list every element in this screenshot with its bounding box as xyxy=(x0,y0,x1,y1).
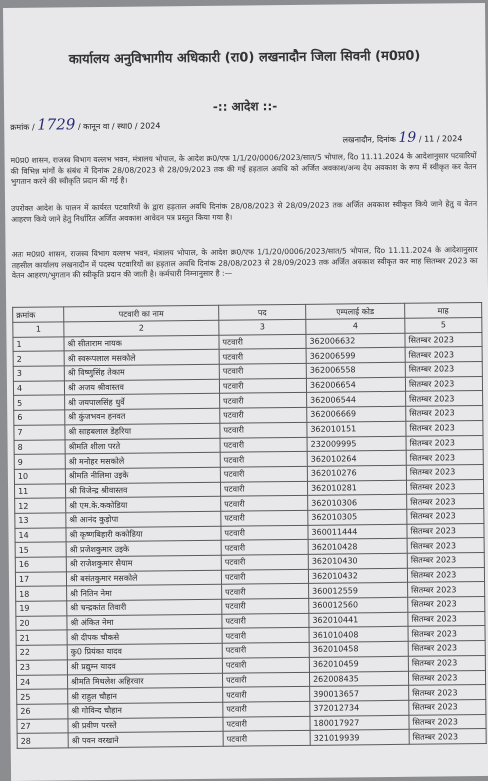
month-cell: सितम्बर 2023 xyxy=(406,479,483,494)
serial-cell: 15 xyxy=(15,542,66,557)
serial-cell: 17 xyxy=(15,572,66,587)
month-cell: सितम्बर 2023 xyxy=(408,597,485,612)
index-cell: 3 xyxy=(219,319,306,335)
month-cell: सितम्बर 2023 xyxy=(406,391,483,406)
header-month: माह xyxy=(405,303,482,319)
code-cell: 362006599 xyxy=(306,348,405,364)
post-cell: पटवारी xyxy=(220,481,307,497)
post-cell: पटवारी xyxy=(220,422,307,438)
place-label: लखनादौन, दिनांक xyxy=(342,134,396,145)
month-cell: सितम्बर 2023 xyxy=(406,406,483,421)
month-cell: सितम्बर 2023 xyxy=(408,655,485,670)
code-cell: 362006632 xyxy=(306,333,405,349)
month-cell: सितम्बर 2023 xyxy=(407,523,484,538)
name-cell: श्री पवन वरखाने xyxy=(68,731,223,747)
serial-cell: 3 xyxy=(13,366,64,381)
paragraph-3: अतः म0प्र0 शासन, राजस्व विभाग वल्लभ भवन, मंत्रालय भोपाल, के आदेश क्र0/एफ 1/1/20/0006/2023/सात/5 भोपाल, दिo 11.11.2024 के आदेशानुसार तहसील कार्यालय लखनादौन में पदस्थ पटवारियों का हड़ताल अवधि दिनांक 28/08/2023 से 28/09/2023 तक अर्जित अवकाश स्वीकृत कर माह सितम्बर 2023 का वेतन आहरण/भुगतान की स्वीकृति प्रदान की जाती है। कर्मचारी निम्नानुसार है :— xyxy=(11,245,478,280)
name-cell: श्री स्वरूपलाल मसकोले xyxy=(64,350,219,366)
index-cell: 5 xyxy=(405,318,482,333)
month-cell: सितम्बर 2023 xyxy=(407,538,484,553)
month-cell: सितम्बर 2023 xyxy=(407,567,484,582)
serial-cell: 13 xyxy=(15,513,66,528)
post-cell: पटवारी xyxy=(222,613,309,629)
code-cell: 321019939 xyxy=(310,730,409,746)
name-cell: श्री दीपक चौकसे xyxy=(67,629,222,645)
order-title: -:: आदेश ::- xyxy=(212,99,278,114)
post-cell: पटवारी xyxy=(222,628,309,644)
post-cell: पटवारी xyxy=(219,334,306,350)
document-page xyxy=(3,3,488,781)
post-cell: पटवारी xyxy=(223,687,310,703)
post-cell: पटवारी xyxy=(219,349,306,365)
code-cell: 362010281 xyxy=(307,480,406,496)
code-cell: 362010305 xyxy=(308,509,407,525)
post-cell: पटवारी xyxy=(221,510,308,526)
name-cell: श्री प्रवीण परस्ते xyxy=(68,717,223,733)
name-cell: श्री गोविन्द चौहान xyxy=(68,702,223,718)
name-cell: कु0 प्रियंका यादव xyxy=(67,643,222,659)
name-cell: श्री विष्णुसिंह तेकाम xyxy=(64,364,219,380)
code-cell: 232009995 xyxy=(307,436,406,452)
serial-cell: 8 xyxy=(14,439,65,454)
code-cell: 362010276 xyxy=(307,465,406,481)
serial-cell: 9 xyxy=(14,454,65,469)
post-cell: पटवारी xyxy=(222,657,309,673)
name-cell: श्री आनंद कुड़ोपा xyxy=(66,511,221,527)
code-cell: 180017927 xyxy=(310,715,409,731)
serial-cell: 18 xyxy=(16,586,67,601)
month-cell: सितम्बर 2023 xyxy=(408,611,485,626)
post-cell: पटवारी xyxy=(222,642,309,658)
name-cell: श्रीमति नीलिमा उइके xyxy=(65,467,220,483)
serial-cell: 4 xyxy=(13,381,64,396)
serial-cell: 22 xyxy=(16,645,67,660)
header-name: पटवारी का नाम xyxy=(64,305,219,322)
month-cell: सितम्बर 2023 xyxy=(406,450,483,465)
code-cell: 362006654 xyxy=(306,377,405,393)
place-date xyxy=(343,129,463,146)
serial-cell: 21 xyxy=(16,630,67,645)
post-cell: पटवारी xyxy=(221,554,308,570)
name-cell: श्री कुंजभवन हनवत xyxy=(65,408,220,424)
header-serial: क्रमांक xyxy=(13,307,64,323)
code-cell: 362010151 xyxy=(307,421,406,437)
office-heading: कार्यालय अनुविभागीय अधिकारी (रा0) लखनादौन जिला सिवनी (म0प्र0) xyxy=(68,48,421,68)
month-cell: सितम्बर 2023 xyxy=(409,729,486,744)
month-cell: सितम्बर 2023 xyxy=(408,626,485,641)
serial-cell: 7 xyxy=(14,425,65,440)
month-cell: सितम्बर 2023 xyxy=(405,347,482,362)
serial-cell: 6 xyxy=(14,410,65,425)
post-cell: पटवारी xyxy=(220,393,307,409)
name-cell: श्री राहुल चौहान xyxy=(68,687,223,703)
code-cell: 362010441 xyxy=(309,612,408,628)
paragraph-2: उपरोक्त आदेश के पालन में कार्यरत पटवारियों के द्वारा हड़ताल अवधि दिनांक 28/08/2023 से 28/09/2023 तक अर्जित अवकाश स्वीकृत किये जाने हेतु व वेतन आहरण किये जाने हेतु निर्धारित अर्जित अवकाश आवेदन पत्र प्रस्तुत किया गया है। xyxy=(11,199,478,224)
post-cell: पटवारी xyxy=(223,731,310,747)
table-body xyxy=(13,332,486,748)
serial-cell: 1 xyxy=(13,337,64,352)
date-day: 19 xyxy=(398,129,417,146)
code-cell: 362010459 xyxy=(309,656,408,672)
reference-prefix: क्रमांक / xyxy=(10,122,35,132)
reference-number: 1729 xyxy=(37,115,76,134)
post-cell: पटवारी xyxy=(220,407,307,423)
post-cell: पटवारी xyxy=(221,496,308,512)
month-cell: सितम्बर 2023 xyxy=(408,670,485,685)
serial-cell: 2 xyxy=(13,351,64,366)
post-cell: पटवारी xyxy=(219,363,306,379)
name-cell: श्री प्रद्युम्न यादव xyxy=(67,658,222,674)
serial-cell: 14 xyxy=(15,527,66,542)
name-cell: श्री साहबलाल डेहरिया xyxy=(65,423,220,439)
post-cell: पटवारी xyxy=(219,378,306,394)
reference-line xyxy=(10,114,160,134)
date-month-year: / 11 / 2024 xyxy=(418,134,463,144)
month-cell: सितम्बर 2023 xyxy=(409,714,486,729)
name-cell: श्री एम.के.ककोडिया xyxy=(66,496,221,512)
month-cell: सितम्बर 2023 xyxy=(406,435,483,450)
serial-cell: 24 xyxy=(16,674,67,689)
name-cell: श्री विजेन्द्र श्रीवास्तव xyxy=(65,482,220,498)
code-cell: 362010432 xyxy=(308,568,407,584)
code-cell: 362010430 xyxy=(308,553,407,569)
code-cell: 372012734 xyxy=(310,700,409,716)
post-cell: पटवारी xyxy=(220,466,307,482)
serial-cell: 19 xyxy=(16,601,67,616)
post-cell: पटवारी xyxy=(222,584,309,600)
name-cell: श्री प्रजेशकुमार उइके xyxy=(66,541,221,557)
serial-cell: 11 xyxy=(14,483,65,498)
name-cell: श्री अंकित नेमा xyxy=(67,614,222,630)
month-cell: सितम्बर 2023 xyxy=(407,494,484,509)
month-cell: सितम्बर 2023 xyxy=(407,508,484,523)
serial-cell: 20 xyxy=(16,616,67,631)
post-cell: पटवारी xyxy=(223,716,310,732)
month-cell: सितम्बर 2023 xyxy=(408,641,485,656)
code-cell: 362010264 xyxy=(307,450,406,466)
month-cell: सितम्बर 2023 xyxy=(408,582,485,597)
serial-cell: 23 xyxy=(16,660,67,675)
code-cell: 390013657 xyxy=(310,685,409,701)
name-cell: श्री सीताराम नायक xyxy=(64,335,219,351)
paragraph-1: म0प्र0 शासन, राजस्व विभाग वल्लभ भवन, मंत्रालय भोपाल, के आदेश क्र0/एफ 1/1/20/0006/2023/सात/5 भोपाल, दिo 11.11.2024 के आदेशानुसार पटवारियों की विभिन्न मांगों के संबंध में दिनांक 28/08/2023 से 28/09/2023 तक की गई हड़ताल अवधि को अर्जित अवकाश/अन्य देय अवकाश के रूप में स्वीकृत कर वेतन भुगतान करने की स्वीकृति प्रदान की गई है। xyxy=(10,151,477,186)
code-cell: 361010408 xyxy=(309,627,408,643)
code-cell: 360012559 xyxy=(309,583,408,599)
month-cell: सितम्बर 2023 xyxy=(406,420,483,435)
code-cell: 262008435 xyxy=(309,671,408,687)
code-cell: 362010428 xyxy=(308,539,407,555)
reference-suffix: / कानून वा / स्था0 / 2024 xyxy=(77,121,161,132)
post-cell: पटवारी xyxy=(222,598,309,614)
index-cell: 4 xyxy=(306,318,405,334)
header-code: एम्पलाई कोड xyxy=(306,303,405,319)
post-cell: पटवारी xyxy=(222,672,309,688)
serial-cell: 25 xyxy=(17,689,68,704)
serial-cell: 26 xyxy=(17,704,68,719)
name-cell: श्री राजेशकुमार सैयाम xyxy=(66,555,221,571)
name-cell: श्री मनोहर मसकोले xyxy=(65,452,220,468)
serial-cell: 28 xyxy=(17,733,68,748)
code-cell: 360012560 xyxy=(309,597,408,613)
name-cell: श्री कृष्णबिहारी ककोडिया xyxy=(66,526,221,542)
month-cell: सितम्बर 2023 xyxy=(409,685,486,700)
name-cell: श्रीमति मिथलेश अहिरवार xyxy=(67,673,222,689)
serial-cell: 16 xyxy=(15,557,66,572)
code-cell: 360011444 xyxy=(308,524,407,540)
name-cell: श्री जयपालसिंह धुर्वे xyxy=(65,394,220,410)
month-cell: सितम्बर 2023 xyxy=(405,332,482,347)
post-cell: पटवारी xyxy=(220,452,307,468)
name-cell: श्री चन्द्रकांत तिवारी xyxy=(67,599,222,615)
serial-cell: 5 xyxy=(14,395,65,410)
code-cell: 362006544 xyxy=(307,392,406,408)
month-cell: सितम्बर 2023 xyxy=(405,376,482,391)
code-cell: 362010306 xyxy=(308,495,407,511)
name-cell: श्रीमति शीला परते xyxy=(65,438,220,454)
month-cell: सितम्बर 2023 xyxy=(409,699,486,714)
index-cell: 1 xyxy=(13,322,64,337)
post-cell: पटवारी xyxy=(220,437,307,453)
name-cell: श्री अजय श्रीवास्तव xyxy=(64,379,219,395)
header-post: पद xyxy=(219,304,306,320)
month-cell: सितम्बर 2023 xyxy=(406,464,483,479)
name-cell: श्री नितिन नेमा xyxy=(67,585,222,601)
serial-cell: 12 xyxy=(15,498,66,513)
index-cell: 2 xyxy=(64,320,219,336)
post-cell: पटवारी xyxy=(221,569,308,585)
month-cell: सितम्बर 2023 xyxy=(405,362,482,377)
post-cell: पटवारी xyxy=(221,540,308,556)
name-cell: श्री बसंतकुमार मसकोले xyxy=(66,570,221,586)
staff-table xyxy=(12,302,487,749)
serial-cell: 10 xyxy=(14,469,65,484)
serial-cell: 27 xyxy=(17,718,68,733)
code-cell: 362006669 xyxy=(307,406,406,422)
month-cell: सितम्बर 2023 xyxy=(407,552,484,567)
post-cell: पटवारी xyxy=(223,701,310,717)
code-cell: 362010458 xyxy=(309,641,408,657)
post-cell: पटवारी xyxy=(221,525,308,541)
code-cell: 362006558 xyxy=(306,362,405,378)
